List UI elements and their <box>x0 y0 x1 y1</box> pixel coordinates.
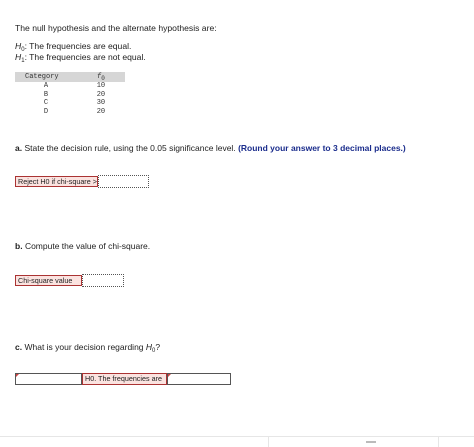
question-c <box>15 342 160 353</box>
alternate-hypothesis <box>15 52 146 63</box>
question-a-text: State the decision rule, using the 0.05 significance level. <box>24 143 236 153</box>
header-freq-sub: 0 <box>101 75 105 82</box>
h1-sub: 1 <box>21 58 25 64</box>
question-c-h-sub: 0 <box>152 348 156 354</box>
question-c-end: ? <box>155 342 161 352</box>
question-b-text: Compute the value of chi-square. <box>24 241 151 251</box>
table-row <box>15 108 125 117</box>
footer-separator <box>438 437 439 447</box>
question-c-h-symbol: H <box>145 342 153 352</box>
header-frequency <box>77 72 125 82</box>
chi-square-label: Chi-square value <box>15 275 82 286</box>
decision-select[interactable] <box>15 373 82 385</box>
footer-separator <box>268 437 269 447</box>
table-row <box>15 99 125 108</box>
question-b <box>15 241 150 252</box>
h0-text: : The frequencies are equal. <box>24 41 132 51</box>
frequency-cell: 10 <box>96 82 106 90</box>
question-c-text: What is your decision regarding <box>24 342 144 352</box>
null-hypothesis <box>15 41 131 52</box>
footer-divider <box>0 436 474 437</box>
table-row <box>15 91 125 100</box>
table-header-row <box>15 72 125 82</box>
header-category: Category <box>15 72 77 82</box>
frequency-cell: 20 <box>96 107 106 116</box>
footer-handle-icon[interactable] <box>366 441 376 443</box>
h0-symbol: H <box>15 41 22 51</box>
frequency-cell: 30 <box>96 99 106 108</box>
table-row <box>15 82 125 91</box>
category-cell: A <box>43 82 49 90</box>
decision-rule-label: Reject H0 if chi-square > <box>15 176 98 187</box>
frequency-cell: 20 <box>96 90 106 99</box>
h1-text: : The frequencies are not equal. <box>24 52 146 62</box>
dropdown-marker-icon <box>168 374 171 377</box>
header-freq-symbol: f <box>97 73 102 81</box>
h1-symbol: H <box>15 52 22 62</box>
category-cell: D <box>43 107 49 116</box>
category-cell: B <box>43 90 49 99</box>
question-a-label: a. <box>15 143 23 153</box>
decision-rule-input[interactable] <box>98 175 149 188</box>
category-cell: C <box>43 99 49 108</box>
question-b-label: b. <box>15 241 23 251</box>
intro-text: The null hypothesis and the alternate hypothesis are: <box>15 23 217 33</box>
decision-statement-select[interactable] <box>167 373 231 385</box>
decision-statement-label: H0. The frequencies are <box>82 373 167 385</box>
h0-sub: 0 <box>21 47 25 53</box>
dropdown-marker-icon <box>16 374 19 377</box>
question-a <box>15 143 406 154</box>
question-c-label: c. <box>15 342 23 352</box>
chi-square-input[interactable] <box>82 274 124 287</box>
question-a-hint: (Round your answer to 3 decimal places.) <box>238 143 406 153</box>
frequency-table <box>15 72 125 116</box>
